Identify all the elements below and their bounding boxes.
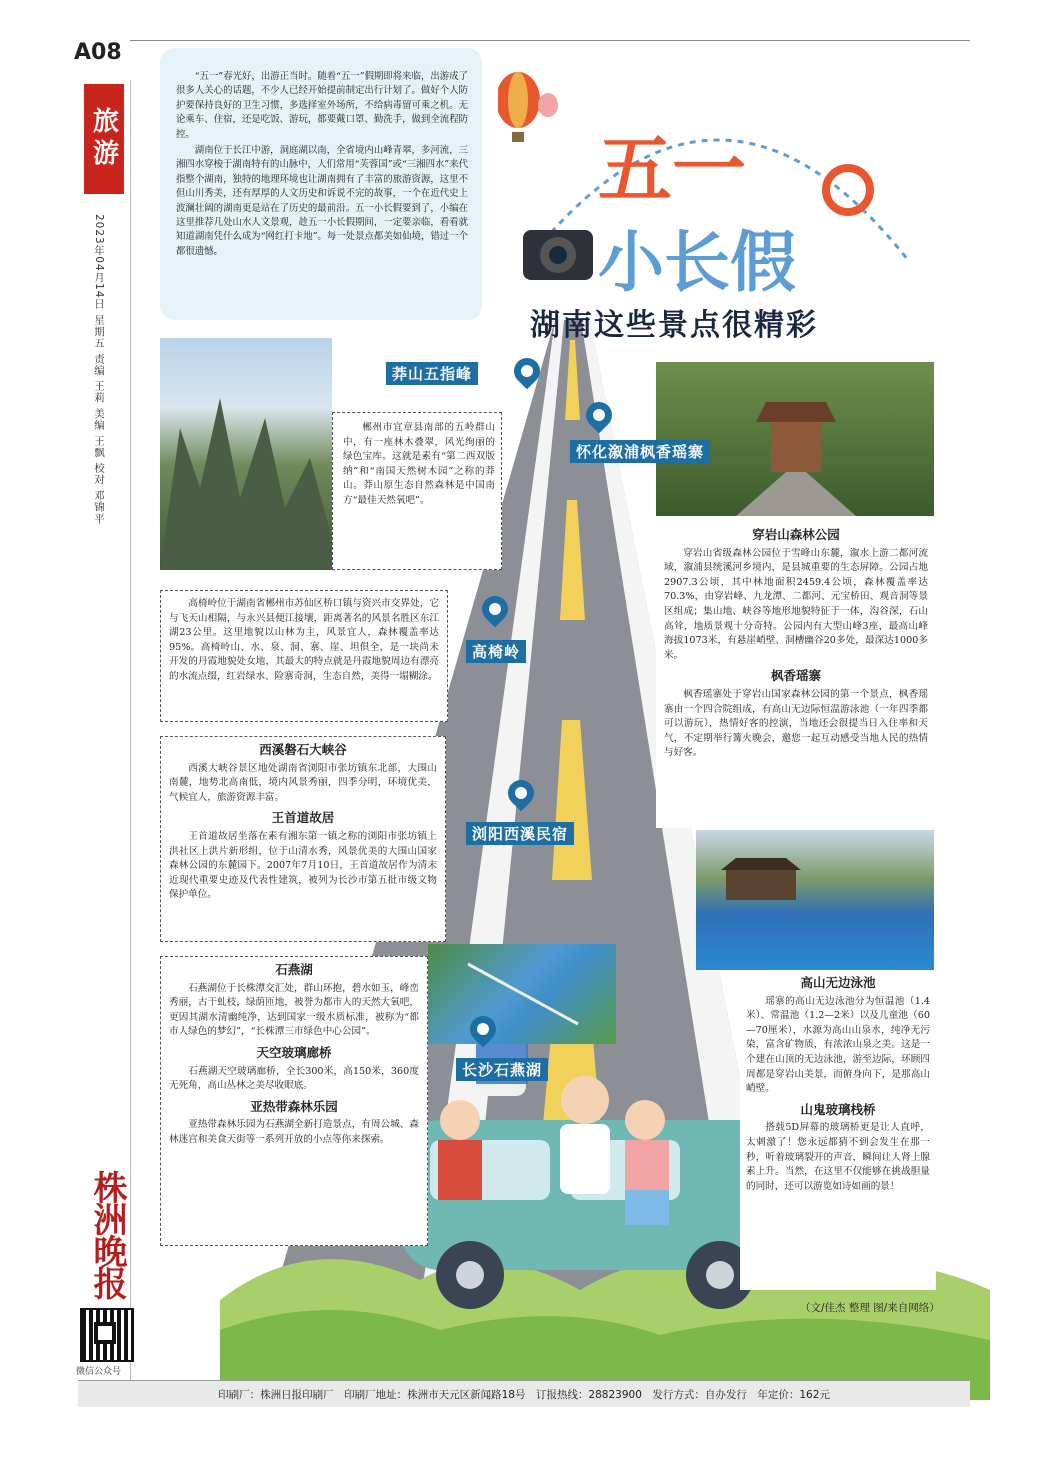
huaihua-paragraph-3: 瑶寨的高山无边泳池分为恒温池（1.4米）、常温池（1.2—2米）以及儿童池（60—70厘米），水源为高山山泉水，纯净无污染，富含矿物质，有浓浓山泉之美。这是一个建在山顶的无边泳池，游至边际，环顾四周都是穿岩山美景，而俯身向下，是那高山峭壁。 — [746, 995, 930, 1095]
intro-text-box — [160, 48, 482, 320]
gaoyiling-text: 高椅岭位于湖南省郴州市苏仙区桥口镇与资兴市交界处，它与飞天山相隔，与永兴县便江接壤，距离著名的风景名胜区东江湖23公里。这里地貌以山林为主，风景宜人，森林覆盖率达95%。高椅岭山、水、泉、洞、寨、崖、坦俱全，是一块尚未开发的丹霞地貌处女地，其最大的特点就是丹霞地貌周边有漂亮的水流点缀，红岩绿水、险寨奇洞，生态自然，美得一塌糊涂。 — [169, 598, 439, 682]
huaihua-heading-1: 穿岩山森林公园 — [752, 527, 840, 542]
label-gaoyiling: 高椅岭 — [466, 640, 526, 663]
label-changsha: 长沙石燕湖 — [456, 1058, 548, 1081]
changsha-photo — [428, 944, 616, 1044]
changsha-paragraph-2: 石燕湖天空玻璃廊桥，全长300米，高150米，360度无死角，高山丛林之美尽收眼底。 — [169, 1065, 419, 1092]
page-number: A08 — [74, 40, 122, 65]
title-art-line1: 五一 — [598, 127, 746, 213]
changsha-heading-2: 天空玻璃廊桥 — [256, 1044, 332, 1060]
liuyang-paragraph-1: 西溪大峡谷景区地处湖南省浏阳市张坊镇东北部，大围山南麓，地势北高南低，境内风景秀丽，四季分明，环境优美，气候宜人，旅游资源丰富。 — [169, 762, 437, 803]
huaihua-heading-4: 山鬼玻璃栈桥 — [800, 1101, 876, 1117]
qr-label: 微信公众号 — [76, 1367, 122, 1377]
mangshan-text: 郴州市宜章县南部的五岭群山中，有一座林木叠翠，风光绚丽的绿色宝库。这就是素有“第二西双版纳”和“南国天然树木园”之称的莽山。莽山原生态自然森林是中国南方“最佳天然氧吧”。 — [343, 422, 495, 506]
date-line: 2023年04月14日 星期五 责编 王莉 美编 王飘 校对 邓锦平 — [93, 214, 105, 525]
page-title: 湖南这些景点很精彩 — [530, 308, 818, 343]
label-mangshan: 莽山五指峰 — [386, 362, 478, 385]
mangshan-text-box — [332, 412, 502, 570]
paper-logo: 株洲晚报 — [87, 1170, 127, 1298]
changsha-heading-1: 石燕湖 — [275, 962, 313, 977]
credit-line: （文/佳杰 整理 图/来自网络） — [800, 1302, 940, 1314]
liuyang-heading-2: 王首道故居 — [271, 810, 335, 826]
label-huaihua: 怀化溆浦枫香瑶寨 — [570, 440, 710, 463]
pool-photo — [696, 830, 934, 970]
footer-text: 印刷厂：株洲日报印刷厂 印刷厂地址：株洲市天元区新闻路18号 订报热线：28823900 发行方式：自办发行 年定价：162元 — [218, 1388, 830, 1401]
liuyang-paragraph-2: 王首道故居坐落在素有湘东第一镇之称的浏阳市张坊镇上洪社区上洪片新形组，位于山清水秀，风景优美的大围山国家森林公园的东麓园下。2007年7月10日，王首道故居作为清末近现代重要史迹及代表性建筑，被列为长沙市第五批市级文物保护单位。 — [169, 830, 437, 901]
qr-code-center — [94, 1322, 116, 1344]
footer-bar — [78, 1380, 970, 1407]
huaihua-paragraph-4: 搭载5D屏幕的玻璃桥更是让人直呼，太刺激了！您永远都猜不到会发生在那一秒，听着玻璃裂开的声音，瞬间让人肾上腺素上升。当然，在这里不仅能够在挑战胆量的同时，还可以游览如诗如画的景！ — [746, 1122, 930, 1192]
top-rule — [130, 40, 970, 41]
title-art-line2: 小长假 — [598, 224, 796, 301]
label-liuyang: 浏阳西溪民宿 — [466, 822, 574, 845]
changsha-paragraph-3: 亚热带森林乐园为石燕湖全新打造景点，有周公城、森林迷宫和美食天街等一系列开放的小点等你来探索。 — [169, 1119, 419, 1145]
intro-paragraph: 湖南位于长江中游，洞庭湖以南，全省境内山峰青翠，多河流，三湘四水穿梭于湖南特有的山脉中，人们常用“芙蓉国”或“三湘四水”来代指整个湖南，独特的地理环境也让湖南拥有了丰富的旅游资源，这里不但山川秀美，还有厚厚的人文历史和诉说不完的故事，一个在近代史上波澜壮阔的湖南更是站在了历史的最前沿。五一小长假要到了，小编在这里推荐几处山水人文景观，趁五一小长假期间，一定要亲临，看看就知道湖南凭什么成为“网红打卡地”。每一处景点都美如仙境，错过一个都很遗憾。 — [176, 145, 468, 257]
liuyang-heading-1: 西溪磐石大峡谷 — [259, 742, 347, 757]
intro-paragraph: “五一”春光好，出游正当时。随着“五一”假期即将来临，出游成了很多人关心的话题，不少人已经开始提前制定出行计划了。做好个人防护要保持良好的卫生习惯，多选择室外场所，不给病毒留可乘之机。无论乘车、住宿，还是吃饭、游玩，都要戴口罩、勤洗手，做到全流程防控。 — [176, 71, 468, 140]
changsha-paragraph-1: 石燕湖位于长株潭交汇处，群山环抱，碧水如玉，峰峦秀丽，古干虬枝，绿荫匝地，被誉为都市人的天然大氧吧，更因其湖水清幽纯净，达到国家一级水质标准，被称为“都市人绿色的梦幻”，“长株潭三市绿色中心公园”。 — [169, 982, 419, 1038]
changsha-text-box — [160, 956, 428, 1246]
huaihua-heading-2: 枫香瑶寨 — [770, 668, 821, 684]
huaihua-photo — [656, 362, 934, 516]
huaihua-text-upper — [656, 520, 936, 828]
mangshan-photo — [160, 338, 332, 570]
gaoyiling-text-box — [160, 590, 448, 722]
huaihua-paragraph-1: 穿岩山省级森林公园位于雪峰山东麓，溆水上游二都河流域，溆浦县统溪河乡境内，是县城重要的生态屏障。公园占地2907.3公顷，其中林地面积2459.4公顷，森林覆盖率达70.3%，由穿岩峰、九龙潭、二都河、元宝桥田、观音洞等景区组成；集山地、峡谷等地形地貌特征于一体，沟谷深，石山高耸，地质景观十分奇特。公园内有大型山峰3座，最高山峰海拔1073米，有悬崖峭壁、洞槽幽谷20多处，最深达1000多米。 — [664, 547, 928, 661]
huaihua-text-lower — [740, 970, 936, 1290]
liuyang-text-box — [160, 736, 446, 942]
title-graphic — [498, 60, 938, 320]
huaihua-paragraph-2: 枫香瑶寨处于穿岩山国家森林公园的第一个景点，枫香瑶寨由一个四合院组成，有高山无边际恒温游泳池（一年四季都可以游玩），热情好客的控演，当地还会很提当日入住率和天气，不定期举行篝火晚会，邀您一起互动感受当地人民的热情与好客。 — [664, 688, 928, 759]
huaihua-heading-3: 高山无边泳池 — [800, 975, 876, 990]
section-tag: 旅游 — [84, 84, 124, 194]
changsha-heading-3: 亚热带森林乐园 — [250, 1098, 338, 1114]
